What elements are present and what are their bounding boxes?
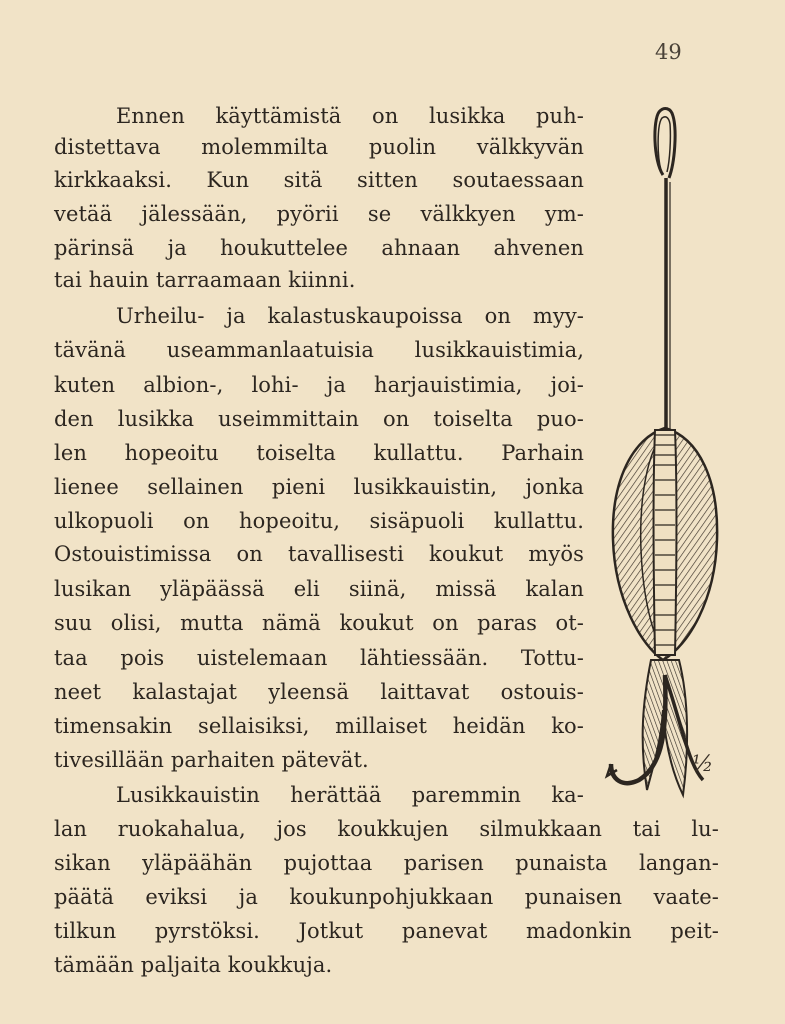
text-line: len hopeoitu toiselta kullattu. Parhain <box>54 441 584 465</box>
figure-scale-mark: ½ <box>692 752 714 777</box>
page-number: 49 <box>655 40 682 64</box>
text-line: timensakin sellaisiksi, millaiset heidän ko- <box>54 714 584 738</box>
text-line: Urheilu- ja kalastuskaupoissa on myy- <box>116 304 584 328</box>
text-line: tilkun pyrstöksi. Jotkut panevat madonkin peit- <box>54 919 719 943</box>
text-line: ulkopuoli on hopeoitu, sisäpuoli kullattu. <box>54 509 584 533</box>
text-line: lienee sellainen pieni lusikkauistin, jonka <box>54 475 584 499</box>
text-line: päätä eviksi ja koukunpohjukkaan punaisen vaate- <box>54 885 719 909</box>
text-line: kuten albion-, lohi- ja harjauistimia, joi- <box>54 373 584 397</box>
text-line: Lusikkauistin herättää paremmin ka- <box>116 783 584 807</box>
text-line: taa pois uistelemaan lähtiessään. Tottu- <box>54 646 584 670</box>
spoon-lure-illustration <box>603 100 729 800</box>
text-line: tivesillään parhaiten pätevät. <box>54 748 369 772</box>
text-line: Ennen käyttämistä on lusikka puh- <box>116 104 584 128</box>
text-line: den lusikka useimmittain on toiselta puo- <box>54 407 584 431</box>
text-line: lan ruokahalua, jos koukkujen silmukkaan tai lu- <box>54 817 719 841</box>
text-line: neet kalastajat yleensä laittavat ostouis- <box>54 680 584 704</box>
text-line: distettava molemmilta puolin välkkyvän <box>54 135 584 159</box>
text-line: Ostouistimissa on tavallisesti koukut myös <box>54 542 584 566</box>
text-line: tämään paljaita koukkuja. <box>54 953 333 977</box>
text-line: tävänä useammanlaatuisia lusikkauistimia, <box>54 338 584 362</box>
text-line: sikan yläpäähän pujottaa parisen punaista langan- <box>54 851 719 875</box>
text-line: pärinsä ja houkuttelee ahnaan ahvenen <box>54 236 584 260</box>
text-line: vetää jälessään, pyörii se välkkyen ym- <box>54 202 584 226</box>
text-line: suu olisi, mutta nämä koukut on paras ot- <box>54 611 584 635</box>
text-line: kirkkaaksi. Kun sitä sitten soutaessaan <box>54 168 584 192</box>
text-line: lusikan yläpäässä eli siinä, missä kalan <box>54 577 584 601</box>
text-line: tai hauin tarraamaan kiinni. <box>54 268 356 292</box>
